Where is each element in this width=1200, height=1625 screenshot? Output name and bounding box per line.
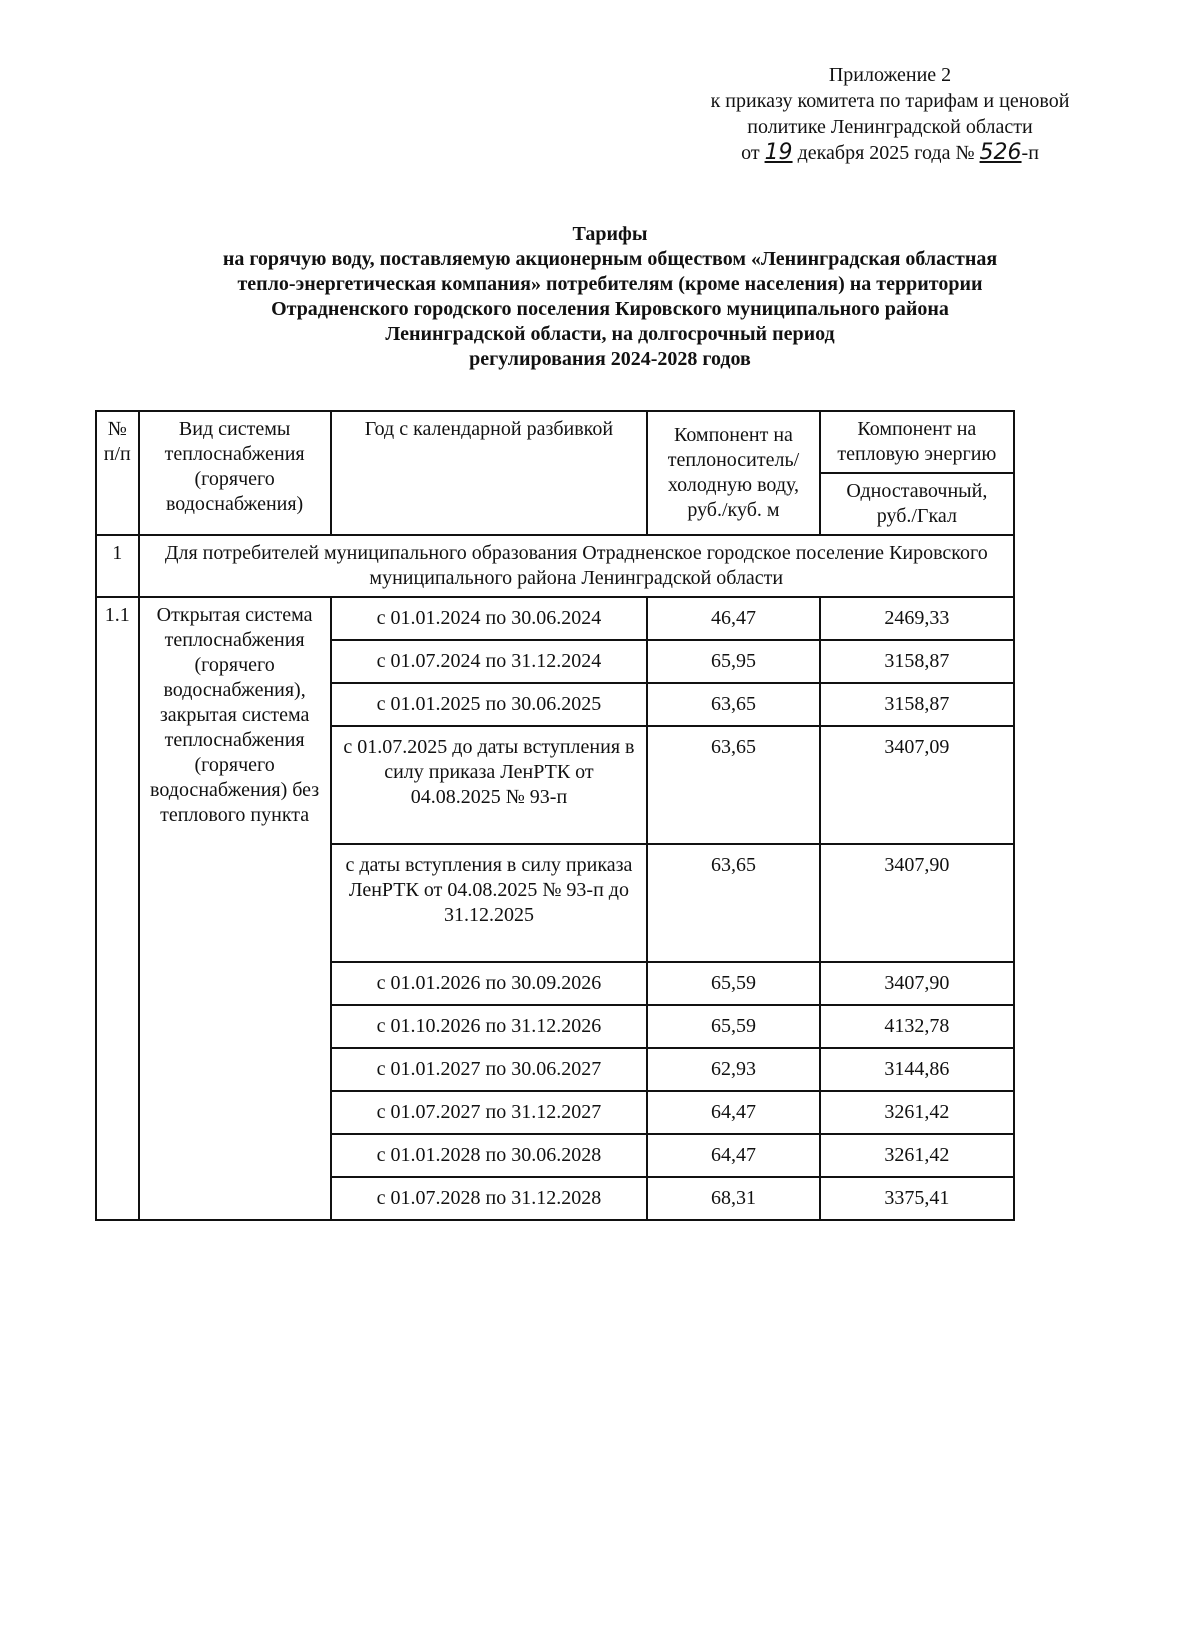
energy-value: 3158,87: [820, 640, 1014, 683]
order-reference-line: к приказу комитета по тарифам и ценовой: [710, 90, 1070, 112]
group-num: 1.1: [96, 597, 139, 1220]
carrier-value: 63,65: [647, 844, 819, 962]
energy-value: 3261,42: [820, 1091, 1014, 1134]
energy-value: 3144,86: [820, 1048, 1014, 1091]
order-number-suffix: -п: [1021, 142, 1039, 164]
appendix-label: Приложение 2: [828, 64, 952, 86]
period-cell: с 01.01.2027 по 30.06.2027: [331, 1048, 648, 1091]
carrier-value: 68,31: [647, 1177, 819, 1220]
date-prefix: от: [741, 142, 760, 164]
header-num: № п/п: [96, 411, 139, 535]
carrier-value: 63,65: [647, 726, 819, 844]
energy-value: 3407,90: [820, 844, 1014, 962]
title-line: тепло-энергетическая компания» потребителям (кроме населения) на территории: [237, 273, 983, 295]
appendix-header: [660, 62, 1120, 166]
committee-line: политике Ленинградской области: [747, 116, 1033, 138]
energy-value: 3407,90: [820, 962, 1014, 1005]
table-header-row: [96, 411, 1014, 473]
section-row: [96, 535, 1014, 597]
title-line: на горячую воду, поставляемую акционерным обществом «Ленинградская областная: [222, 248, 998, 270]
carrier-value: 64,47: [647, 1091, 819, 1134]
energy-value: 4132,78: [820, 1005, 1014, 1048]
date-month-year: декабря 2025 года №: [797, 142, 975, 164]
header-system: Вид системы теплоснабжения (горячего водоснабжения): [139, 411, 331, 535]
period-cell: с 01.07.2025 до даты вступления в силу приказа ЛенРТК от 04.08.2025 № 93-п: [331, 726, 648, 844]
title-heading: Тарифы: [572, 223, 648, 245]
period-cell: с 01.01.2024 по 30.06.2024: [331, 597, 648, 640]
header-energy: Компонент на тепловую энергию: [820, 411, 1014, 473]
carrier-value: 46,47: [647, 597, 819, 640]
energy-value: 3407,09: [820, 726, 1014, 844]
carrier-value: 65,95: [647, 640, 819, 683]
carrier-value: 63,65: [647, 683, 819, 726]
tariff-table: [95, 410, 1015, 1221]
period-cell: с 01.07.2027 по 31.12.2027: [331, 1091, 648, 1134]
document-title: [80, 222, 1140, 372]
period-cell: с 01.10.2026 по 31.12.2026: [331, 1005, 648, 1048]
energy-value: 3158,87: [820, 683, 1014, 726]
carrier-value: 65,59: [647, 1005, 819, 1048]
title-line: Отрадненского городского поселения Кировского муниципального района: [271, 298, 949, 320]
header-period: Год с календарной разбивкой: [331, 411, 648, 535]
energy-value: 3261,42: [820, 1134, 1014, 1177]
carrier-value: 62,93: [647, 1048, 819, 1091]
header-energy-single-rate: Одноставочный, руб./Гкал: [820, 473, 1014, 535]
order-day-handwritten: 19: [764, 140, 793, 165]
section-title: Для потребителей муниципального образования Отрадненское городское поселение Кировского муниципального района Ленинградской области: [139, 535, 1014, 597]
order-number-handwritten: 526: [979, 140, 1022, 165]
period-cell: с 01.01.2025 по 30.06.2025: [331, 683, 648, 726]
carrier-value: 64,47: [647, 1134, 819, 1177]
order-date-line: [660, 140, 1120, 166]
table-row: [96, 597, 1014, 640]
period-cell: с 01.01.2026 по 30.09.2026: [331, 962, 648, 1005]
period-cell: с 01.07.2024 по 31.12.2024: [331, 640, 648, 683]
period-cell: с 01.07.2028 по 31.12.2028: [331, 1177, 648, 1220]
period-cell: с даты вступления в силу приказа ЛенРТК от 04.08.2025 № 93-п до 31.12.2025: [331, 844, 648, 962]
section-num: 1: [96, 535, 139, 597]
header-carrier: Компонент на теплоноситель/ холодную воду, руб./куб. м: [647, 411, 819, 535]
carrier-value: 65,59: [647, 962, 819, 1005]
title-line: регулирования 2024-2028 годов: [469, 348, 751, 370]
group-system-type: Открытая система теплоснабжения (горячего водоснабжения), закрытая система теплоснабжения (горячего водоснабжения) без теплового пункта: [139, 597, 331, 1220]
title-line: Ленинградской области, на долгосрочный период: [385, 323, 835, 345]
energy-value: 2469,33: [820, 597, 1014, 640]
energy-value: 3375,41: [820, 1177, 1014, 1220]
period-cell: с 01.01.2028 по 30.06.2028: [331, 1134, 648, 1177]
